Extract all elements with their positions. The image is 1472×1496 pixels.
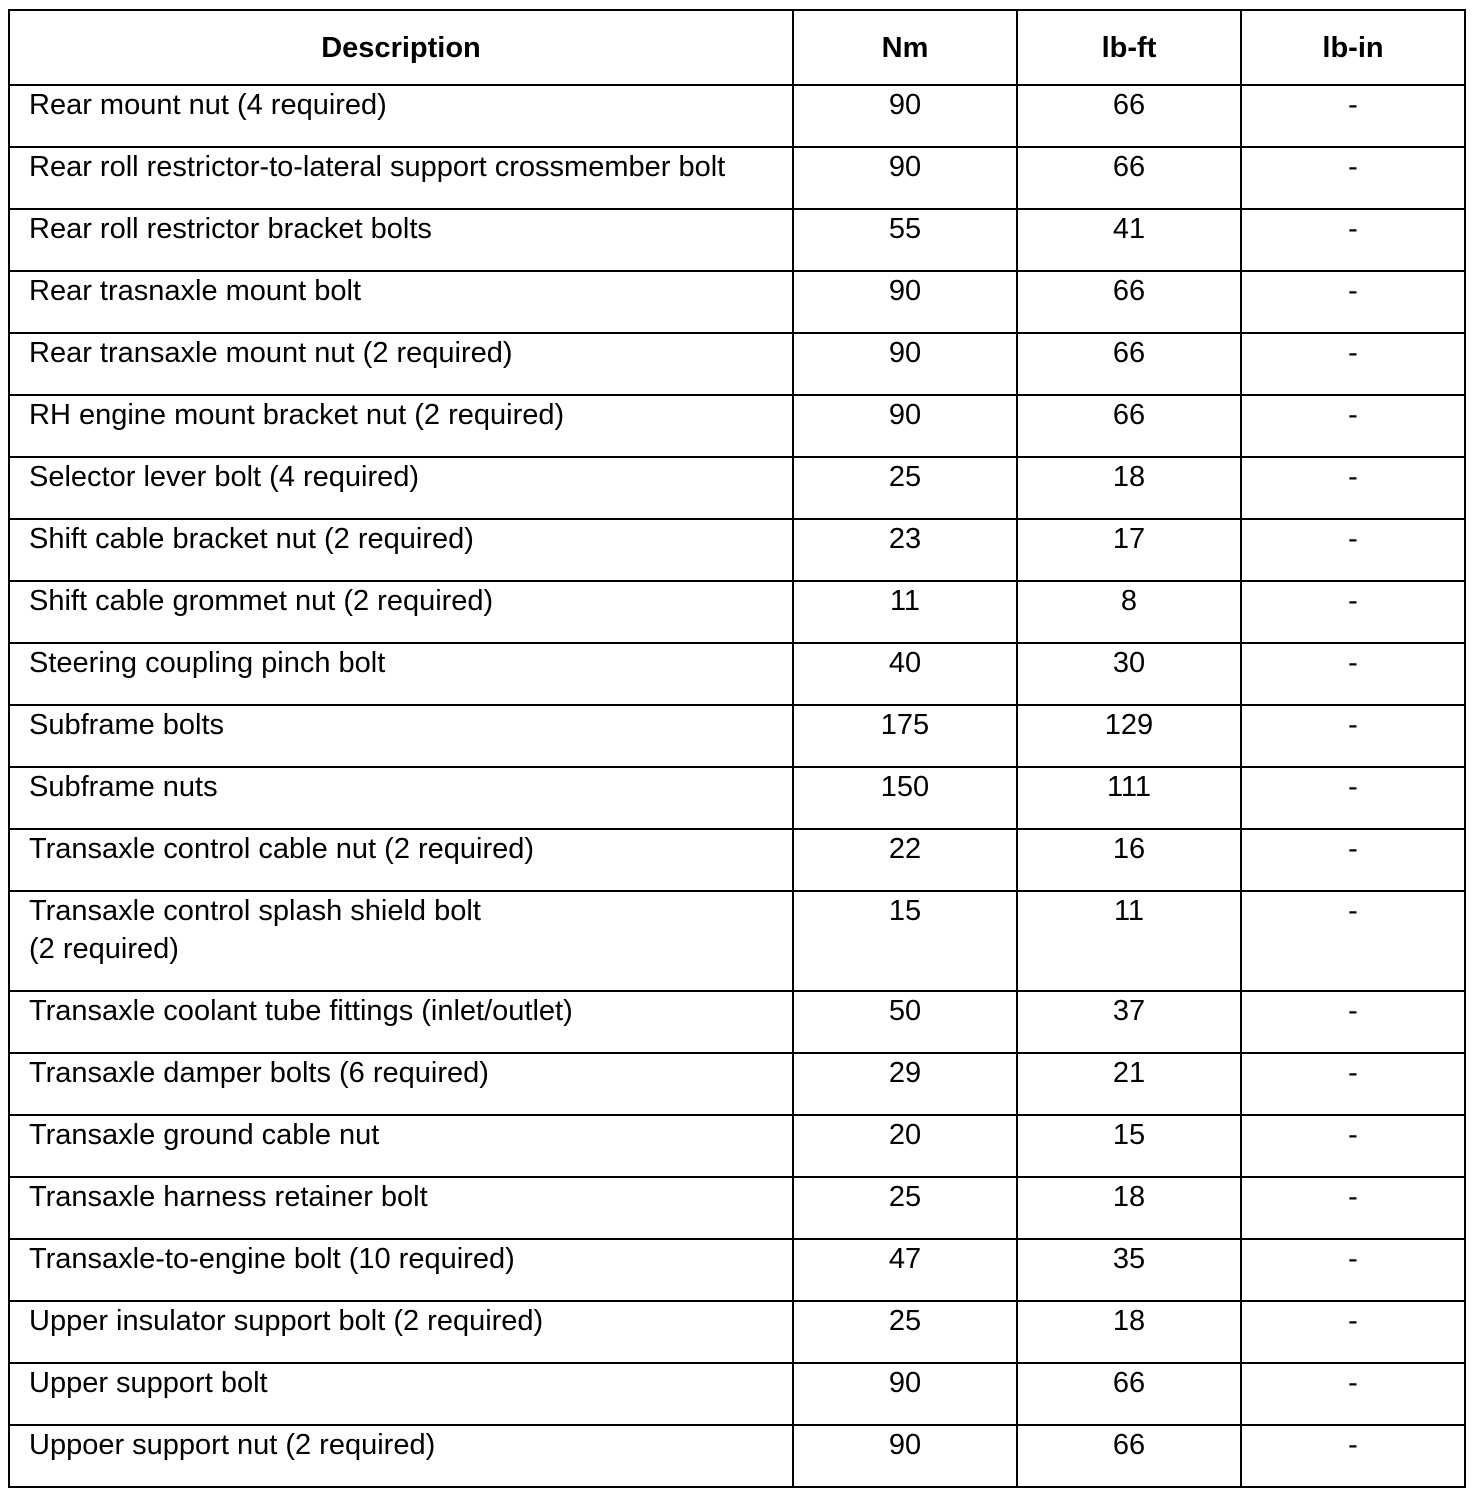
header-nm: Nm [793, 10, 1017, 85]
table-row [9, 991, 1465, 1053]
table-row [9, 1425, 1465, 1487]
cell-lb-ft: 66 [1017, 147, 1241, 209]
cell-description: Upper support bolt [9, 1363, 793, 1425]
cell-lb-in: - [1241, 991, 1465, 1053]
table-row [9, 1239, 1465, 1301]
table-row [9, 829, 1465, 891]
cell-lb-ft: 66 [1017, 395, 1241, 457]
cell-description: Transaxle coolant tube fittings (inlet/outlet) [9, 991, 793, 1053]
cell-lb-in: - [1241, 519, 1465, 581]
cell-lb-ft: 18 [1017, 1177, 1241, 1239]
cell-lb-ft: 129 [1017, 705, 1241, 767]
cell-lb-ft: 18 [1017, 457, 1241, 519]
cell-lb-in: - [1241, 891, 1465, 991]
cell-nm: 47 [793, 1239, 1017, 1301]
header-lb-in: lb-in [1241, 10, 1465, 85]
cell-description: Subframe bolts [9, 705, 793, 767]
cell-lb-ft: 11 [1017, 891, 1241, 991]
table-header [9, 10, 1465, 85]
cell-description: Rear trasnaxle mount bolt [9, 271, 793, 333]
cell-lb-in: - [1241, 1239, 1465, 1301]
cell-lb-in: - [1241, 1425, 1465, 1487]
cell-lb-ft: 35 [1017, 1239, 1241, 1301]
cell-nm: 90 [793, 271, 1017, 333]
cell-lb-ft: 66 [1017, 271, 1241, 333]
table-row [9, 457, 1465, 519]
header-description: Description [9, 10, 793, 85]
table-row [9, 85, 1465, 147]
table-row [9, 333, 1465, 395]
cell-nm: 15 [793, 891, 1017, 991]
table-row [9, 519, 1465, 581]
cell-nm: 50 [793, 991, 1017, 1053]
cell-description [9, 891, 793, 991]
cell-lb-in: - [1241, 1177, 1465, 1239]
cell-nm: 90 [793, 1363, 1017, 1425]
cell-nm: 22 [793, 829, 1017, 891]
cell-description: Shift cable grommet nut (2 required) [9, 581, 793, 643]
cell-lb-ft: 30 [1017, 643, 1241, 705]
cell-lb-in: - [1241, 1363, 1465, 1425]
cell-lb-in: - [1241, 705, 1465, 767]
cell-description-line-2: (2 required) [29, 933, 179, 965]
cell-nm: 29 [793, 1053, 1017, 1115]
table-row [9, 1053, 1465, 1115]
table-row [9, 147, 1465, 209]
table-row [9, 891, 1465, 991]
cell-nm: 90 [793, 395, 1017, 457]
cell-nm: 40 [793, 643, 1017, 705]
cell-lb-in: - [1241, 829, 1465, 891]
table-row [9, 395, 1465, 457]
cell-lb-in: - [1241, 333, 1465, 395]
cell-lb-ft: 37 [1017, 991, 1241, 1053]
cell-lb-ft: 18 [1017, 1301, 1241, 1363]
cell-lb-in: - [1241, 1115, 1465, 1177]
table-row [9, 643, 1465, 705]
cell-description: Transaxle ground cable nut [9, 1115, 793, 1177]
cell-description: Transaxle-to-engine bolt (10 required) [9, 1239, 793, 1301]
cell-lb-in: - [1241, 209, 1465, 271]
table-body [9, 85, 1465, 1487]
cell-description-line-1: Transaxle control splash shield bolt [29, 895, 481, 927]
cell-lb-ft: 66 [1017, 1363, 1241, 1425]
cell-lb-in: - [1241, 1301, 1465, 1363]
table-row [9, 209, 1465, 271]
cell-lb-ft: 41 [1017, 209, 1241, 271]
header-row [9, 10, 1465, 85]
cell-description: Rear transaxle mount nut (2 required) [9, 333, 793, 395]
cell-description: Upper insulator support bolt (2 required) [9, 1301, 793, 1363]
cell-description: Transaxle harness retainer bolt [9, 1177, 793, 1239]
cell-nm: 175 [793, 705, 1017, 767]
cell-description: Transaxle damper bolts (6 required) [9, 1053, 793, 1115]
cell-lb-ft: 66 [1017, 333, 1241, 395]
cell-lb-ft: 66 [1017, 1425, 1241, 1487]
cell-description: Selector lever bolt (4 required) [9, 457, 793, 519]
cell-nm: 11 [793, 581, 1017, 643]
cell-description: Transaxle control cable nut (2 required) [9, 829, 793, 891]
cell-nm: 25 [793, 457, 1017, 519]
cell-nm: 90 [793, 333, 1017, 395]
cell-lb-ft: 66 [1017, 85, 1241, 147]
cell-nm: 20 [793, 1115, 1017, 1177]
cell-nm: 25 [793, 1177, 1017, 1239]
cell-nm: 23 [793, 519, 1017, 581]
table-row [9, 1363, 1465, 1425]
cell-lb-in: - [1241, 147, 1465, 209]
cell-nm: 25 [793, 1301, 1017, 1363]
cell-description: Uppoer support nut (2 required) [9, 1425, 793, 1487]
torque-spec-table [8, 9, 1466, 1488]
cell-lb-in: - [1241, 1053, 1465, 1115]
cell-description: Shift cable bracket nut (2 required) [9, 519, 793, 581]
cell-description: Steering coupling pinch bolt [9, 643, 793, 705]
cell-lb-in: - [1241, 767, 1465, 829]
table-row [9, 271, 1465, 333]
cell-description: Subframe nuts [9, 767, 793, 829]
table-row [9, 705, 1465, 767]
cell-lb-in: - [1241, 457, 1465, 519]
cell-lb-in: - [1241, 395, 1465, 457]
cell-nm: 90 [793, 147, 1017, 209]
cell-nm: 55 [793, 209, 1017, 271]
cell-lb-in: - [1241, 85, 1465, 147]
header-lb-ft: lb-ft [1017, 10, 1241, 85]
cell-lb-in: - [1241, 271, 1465, 333]
table-row [9, 1301, 1465, 1363]
table-row [9, 767, 1465, 829]
table-row [9, 1177, 1465, 1239]
cell-description: Rear roll restrictor-to-lateral support crossmember bolt [9, 147, 793, 209]
cell-description: Rear mount nut (4 required) [9, 85, 793, 147]
cell-nm: 90 [793, 85, 1017, 147]
cell-lb-in: - [1241, 643, 1465, 705]
cell-lb-ft: 17 [1017, 519, 1241, 581]
cell-lb-ft: 8 [1017, 581, 1241, 643]
cell-description: Rear roll restrictor bracket bolts [9, 209, 793, 271]
cell-lb-ft: 15 [1017, 1115, 1241, 1177]
cell-nm: 90 [793, 1425, 1017, 1487]
cell-lb-ft: 111 [1017, 767, 1241, 829]
table-row [9, 1115, 1465, 1177]
cell-lb-ft: 21 [1017, 1053, 1241, 1115]
cell-lb-ft: 16 [1017, 829, 1241, 891]
cell-nm: 150 [793, 767, 1017, 829]
cell-description: RH engine mount bracket nut (2 required) [9, 395, 793, 457]
cell-lb-in: - [1241, 581, 1465, 643]
table-row [9, 581, 1465, 643]
